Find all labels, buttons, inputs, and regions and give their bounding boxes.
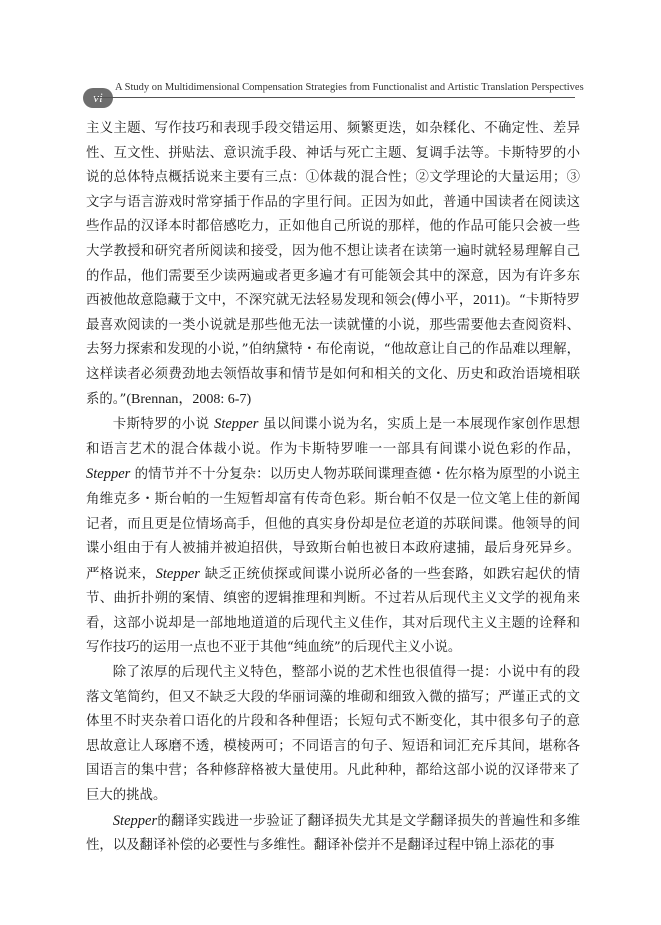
book-title: Stepper [112, 812, 158, 829]
citation-fu: (傅小平，2011) [411, 293, 506, 309]
book-title: Stepper [214, 416, 259, 433]
citation-brennan: (Brennan，2008: 6-7) [126, 391, 252, 407]
paragraph-4 [86, 809, 580, 859]
book-title: Stepper [86, 466, 131, 483]
paragraph-2-text-a: 卡斯特罗的小说 [112, 417, 215, 433]
paragraph-2 [86, 412, 580, 661]
page-header [0, 0, 661, 110]
paragraph-4-text: 的翻译实践进一步验证了翻译损失尤其是文学翻译损失的普遍性和多维性，以及翻译补偿的必要性与多维性。翻译补偿并不是翻译过程中锦上添花的事 [86, 813, 580, 854]
page-number-badge [83, 88, 113, 108]
paragraph-1-text-a: 主义主题、写作技巧和表现手段交错运用、频繁更迭，如杂糅化、不确定性、差异性、互文性、拼贴法、意识流手段、神话与死亡主题、复调手法等。卡斯特罗的小说的总体特点概括说来主要有三点：①体裁的混合性；②文学理论的大量运用；③文字与语言游戏时常穿插于作品的字里行间。正因为如此，普通中国读者在阅读这些作品的汉译本时都倍感吃力，正如他自己所说的那样，他的作品可能只会被一些大学教授和研究者所阅读和接受，因为他不想让读者在读第一遍时就轻易理解自己的作品，他们需要至少读两遍或者更多遍才有可能领会其中的深意，因为有许多东西被他故意隐藏于文中，不深究就无法轻易发现和领会 [86, 121, 580, 309]
paragraph-1-text-b: 。“卡斯特罗最喜欢阅读的一类小说就是那些他无法一读就懂的小说，那些需要他去查阅资料、去努力探索和发现的小说，”伯纳黛特・布伦南说，“他故意让自己的作品难以理解，这样读者必须费劲地去领悟故事和情节是如何和相关的文化、历史和政治语境相联系的。” [86, 293, 580, 407]
body-text [86, 117, 580, 859]
book-title: Stepper [155, 565, 200, 582]
paragraph-3: 除了浓厚的后现代主义特色，整部小说的艺术性也很值得一提：小说中有的段落文笔简约，但又不缺乏大段的华丽词藻的堆砌和细致入微的描写；严谨正式的文体里不时夹杂着口语化的片段和各种俚语；长短句式不断变化，其中很多句子的意思故意让人琢磨不透，模棱两可；不同语言的句子、短语和词汇充斥其间，堪称各国语言的集中营；各种修辞格被大量使用。凡此种种，都给这部小说的汉译带来了巨大的挑战。 [86, 665, 580, 804]
paragraph-1 [86, 117, 580, 412]
page-number: vi [93, 90, 103, 105]
header-rule [95, 97, 575, 98]
paragraph-2-text-c: 的情节并不十分复杂：以历史人物苏联间谍理查德・佐尔格为原型的小说主角维克多・斯台帕的一生短暂却富有传奇色彩。斯台帕不仅是一位文笔上佳的新闻记者，而且更是位情场高手，但他的真实身份却是位老道的苏联间谍。他领导的间谍小组由于有人被捕并被迫招供，导致斯台帕也被日本政府逮捕，最后身死异乡。严格说来， [86, 467, 580, 582]
running-title: A Study on Multidimensional Compensation Strategies from Functionalist and Artistic Translation Perspectives [115, 82, 584, 93]
paragraph-2-text-d: 缺乏正统侦探或间谍小说所必备的一些套路，如跌宕起伏的情节、曲折扑朔的案情、缜密的逻辑推理和判断。不过若从后现代主义文学的视角来看，这部小说却是一部地地道道的后现代主义佳作，其对后现代主义主题的诠释和写作技巧的运用一点也不亚于其他“纯血统”的后现代主义小说。 [86, 566, 580, 656]
paragraph-2-text-b: 虽以间谍小说为名，实质上是一本展现作家创作思想和语言艺术的混合体裁小说。作为卡斯特罗唯一一部具有间谍小说色彩的作品， [86, 417, 580, 457]
